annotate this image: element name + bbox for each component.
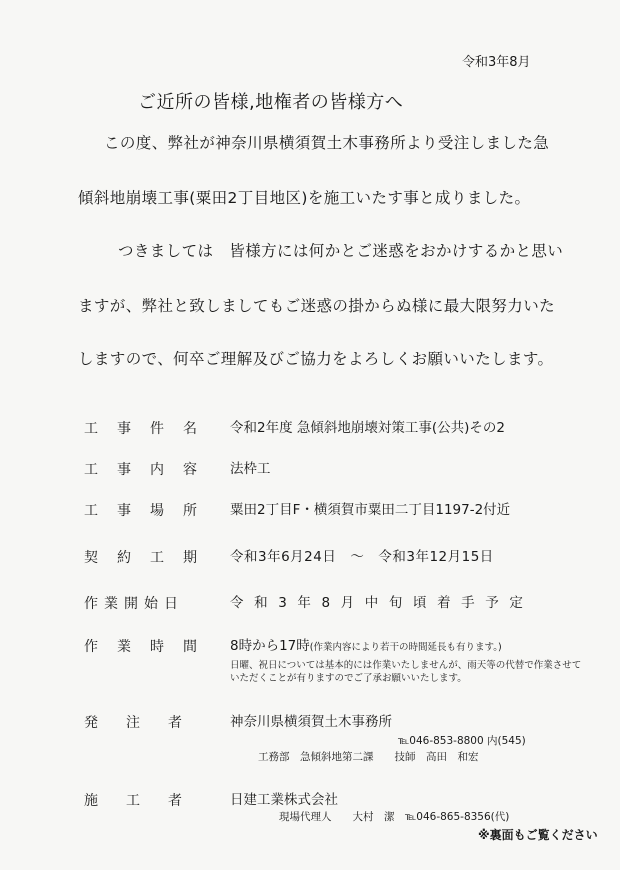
work-hours-note: (作業内容により若干の時間延長も有ります。) <box>309 642 502 653</box>
holiday-note: 日曜、祝日については基本的には作業いたしませんが、雨天等の代替で作業させていただくことが有りますのでご了承お願いいたします。 <box>230 660 582 684</box>
construction-name-label: 工事件名 <box>84 421 216 437</box>
construction-content-label: 工事内容 <box>84 462 216 478</box>
orderer-label: 発注者 <box>84 715 210 731</box>
orderer-tel: ℡046-853-8800 内(545) <box>398 735 526 747</box>
notice-date: 令和3年8月 <box>462 55 531 70</box>
work-start-value: 令和3年8月中旬頃着手予定 <box>230 595 534 611</box>
site-agent: 現場代理人 大村 潔 ℡046-865-8356(代) <box>279 811 510 823</box>
paragraph-line-2: 傾斜地崩壊工事(粟田2丁目地区)を施工いたす事と成りました。 <box>78 189 531 207</box>
footer-note: ※裏面もご覧ください <box>478 828 598 842</box>
orderer-name: 神奈川県横須賀土木事務所 <box>230 714 392 730</box>
paragraph-line-5: しますので、何卒ご理解及びご協力をよろしくお願いいたします。 <box>78 350 554 368</box>
paragraph-line-3: つきましては 皆様方には何かとご迷惑をおかけするかと思い <box>118 242 564 260</box>
work-start-label: 作業開始日 <box>84 596 184 612</box>
construction-content-value: 法枠工 <box>230 461 271 477</box>
work-hours-value: 8時から17時 <box>230 638 310 654</box>
construction-location-label: 工事場所 <box>84 503 216 519</box>
construction-name-value: 令和2年度 急傾斜地崩壊対策工事(公共)その2 <box>230 420 506 436</box>
paragraph-line-1: この度、弊社が神奈川県横須賀土木事務所より受注しました急 <box>104 134 550 152</box>
paragraph-line-4: ますが、弊社と致しましてもご迷惑の掛からぬ様に最大限努力いた <box>78 297 556 315</box>
greeting-heading: ご近所の皆様,地権者の皆様方へ <box>138 92 404 113</box>
construction-location-value: 粟田2丁目F・横須賀市粟田二丁目1197-2付近 <box>230 502 511 518</box>
work-hours-label: 作業時間 <box>84 639 216 655</box>
contract-period-value: 令和3年6月24日 ～ 令和3年12月15日 <box>230 549 494 565</box>
contract-period-label: 契約工期 <box>84 550 216 566</box>
orderer-department: 工務部 急傾斜地第二課 技師 高田 和宏 <box>258 751 479 763</box>
contractor-name: 日建工業株式会社 <box>230 792 338 808</box>
contractor-label: 施工者 <box>84 793 210 809</box>
